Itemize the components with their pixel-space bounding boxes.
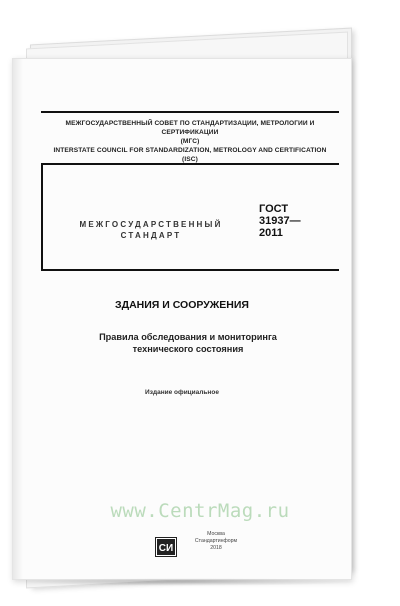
subtitle-line2: технического состояния [132,344,244,354]
bottom-rule [41,269,339,271]
left-vertical-rule [41,163,43,271]
gost-number [259,203,339,239]
publisher-logo-text: СИ [158,543,174,554]
document-subtitle [53,331,323,355]
top-rule [41,111,339,113]
standard-label-line2: СТАНДАРТ [120,231,182,240]
council-en-abbr: (ISC) [182,156,198,163]
document-title: ЗДАНИЯ И СООРУЖЕНИЯ [115,299,249,311]
gost-number-line2: 31937— [259,215,301,227]
subtitle-line1: Правила обследования и мониторинга [99,332,277,342]
council-block [41,119,339,164]
cover-header [41,111,339,271]
publisher-logo-icon [155,537,177,557]
publisher-block [153,529,263,569]
council-en: INTERSTATE COUNCIL FOR STANDARDIZATION, METROLOGY AND CERTIFICATION [53,147,327,154]
publisher-city: Москва [207,531,225,537]
council-ru: МЕЖГОСУДАРСТВЕННЫЙ СОВЕТ ПО СТАНДАРТИЗАЦИИ, МЕТРОЛОГИИ И СЕРТИФИКАЦИИ [65,120,315,136]
edition-label: Издание официальное [145,389,219,396]
gost-number-line3: 2011 [259,227,283,239]
publisher-year: 2018 [210,545,222,551]
council-ru-abbr: (МГС) [180,138,200,145]
standard-label-line1: МЕЖГОСУДАРСТВЕННЫЙ [79,220,223,229]
standard-label [71,219,231,241]
publisher-name: Стандартинформ [194,538,238,544]
publisher-text [181,531,251,552]
middle-rule [41,163,339,165]
watermark: www.CentrMag.ru [110,500,290,522]
gost-number-line1: ГОСТ [259,203,289,215]
book-floor-shadow [20,578,360,586]
